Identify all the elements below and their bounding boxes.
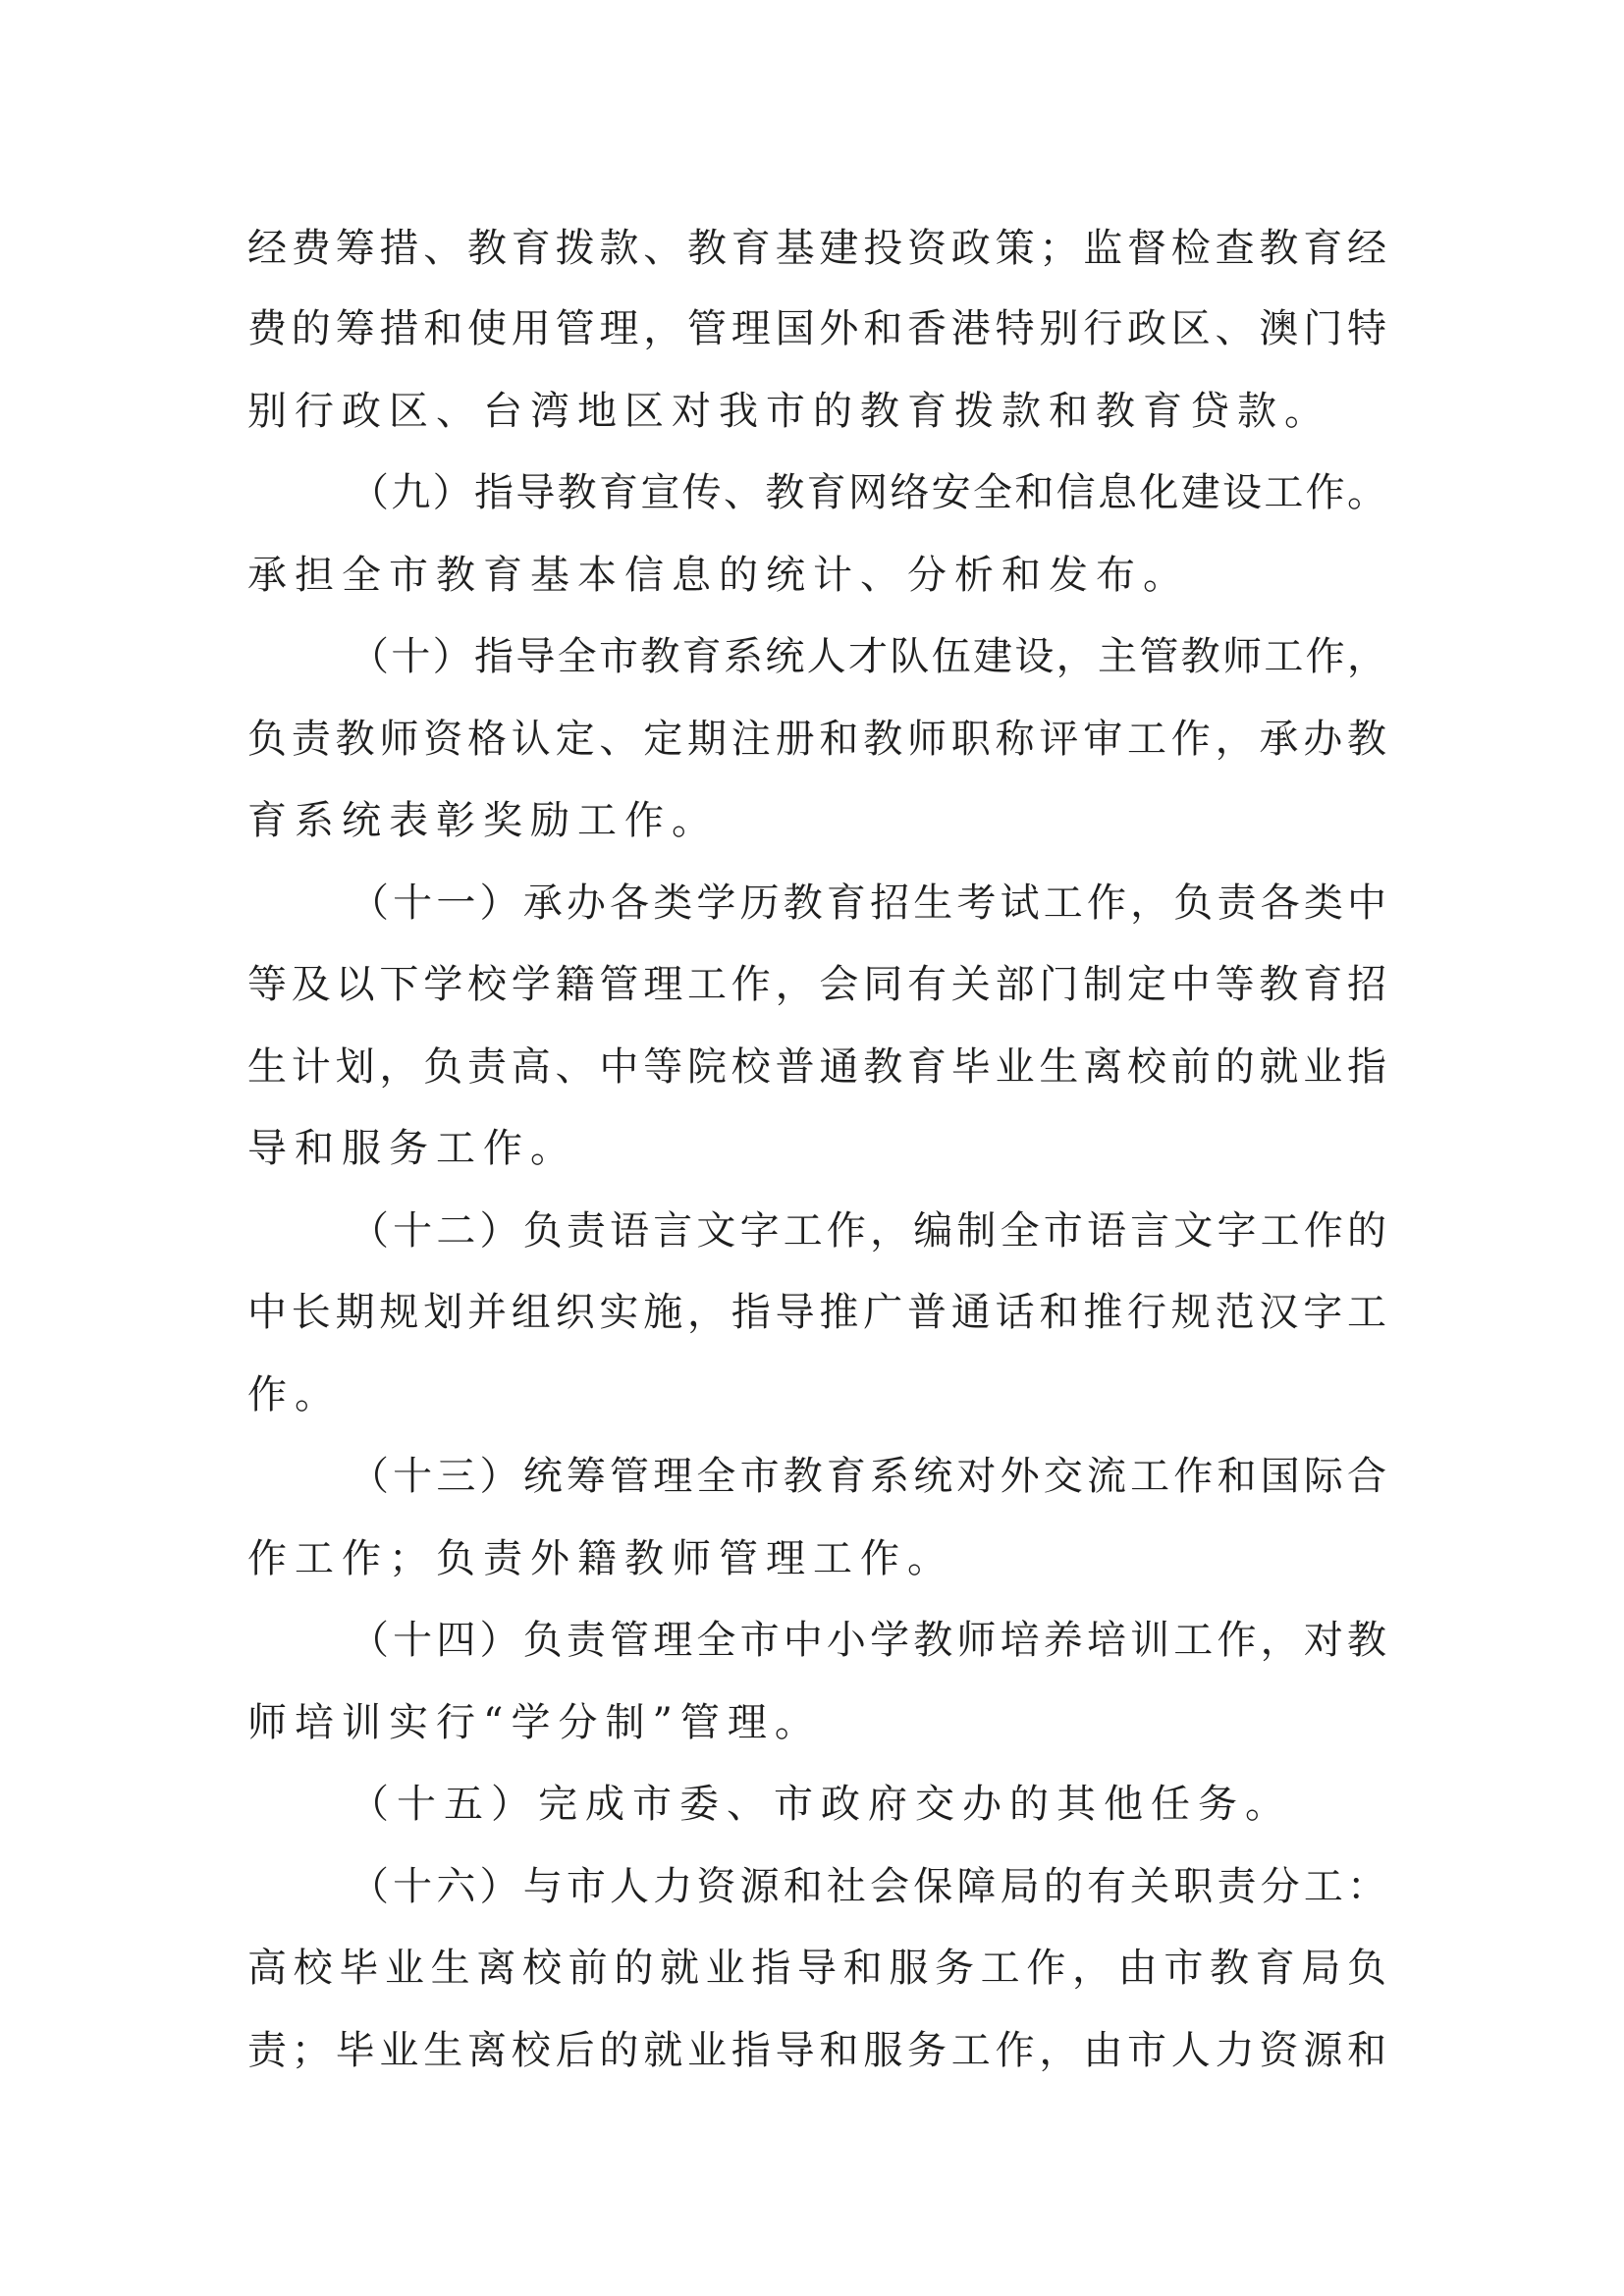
- paragraph-line: 负责教师资格认定、定期注册和教师职称评审工作，承办教: [247, 717, 1386, 762]
- paragraph-line: 育系统表彰奖励工作。: [247, 798, 719, 843]
- paragraph-line: 高校毕业生离校前的就业指导和服务工作，由市教育局负: [247, 1946, 1386, 1991]
- paragraph-line: 中长期规划并组织实施，指导推广普通话和推行规范汉字工: [247, 1290, 1386, 1335]
- paragraph-line: （九）指导教育宣传、教育网络安全和信息化建设工作。: [350, 470, 1386, 515]
- paragraph-line: 作工作；负责外籍教师管理工作。: [247, 1536, 954, 1581]
- paragraph-line: （十三）统筹管理全市教育系统对外交流工作和国际合: [350, 1454, 1386, 1499]
- paragraph-line: 生计划，负责高、中等院校普通教育毕业生离校前的就业指: [247, 1044, 1386, 1090]
- paragraph-line: （十二）负责语言文字工作，编制全市语言文字工作的: [350, 1208, 1386, 1254]
- paragraph-line: （十四）负责管理全市中小学教师培养培训工作，对教: [350, 1618, 1386, 1663]
- paragraph-line: 费的筹措和使用管理，管理国外和香港特别行政区、澳门特: [247, 306, 1386, 351]
- paragraph-line: 作。: [247, 1372, 342, 1417]
- paragraph-line: 承担全市教育基本信息的统计、分析和发布。: [247, 553, 1190, 598]
- paragraph-line: （十）指导全市教育系统人才队伍建设，主管教师工作，: [350, 634, 1386, 679]
- paragraph-line: 等及以下学校学籍管理工作，会同有关部门制定中等教育招: [247, 962, 1386, 1007]
- paragraph-line: 经费筹措、教育拨款、教育基建投资政策；监督检查教育经: [247, 226, 1386, 271]
- paragraph-line: 导和服务工作。: [247, 1126, 577, 1171]
- paragraph-line: （十六）与市人力资源和社会保障局的有关职责分工：: [350, 1864, 1386, 1909]
- paragraph-line: （十一）承办各类学历教育招生考试工作，负责各类中: [350, 881, 1386, 926]
- paragraph-line: （十五）完成市委、市政府交办的其他任务。: [350, 1782, 1292, 1827]
- paragraph-line: 别行政区、台湾地区对我市的教育拨款和教育贷款。: [247, 389, 1331, 434]
- paragraph-line: 责；毕业生离校后的就业指导和服务工作，由市人力资源和: [247, 2028, 1386, 2073]
- paragraph-line: 师培训实行“学分制”管理。: [247, 1700, 822, 1745]
